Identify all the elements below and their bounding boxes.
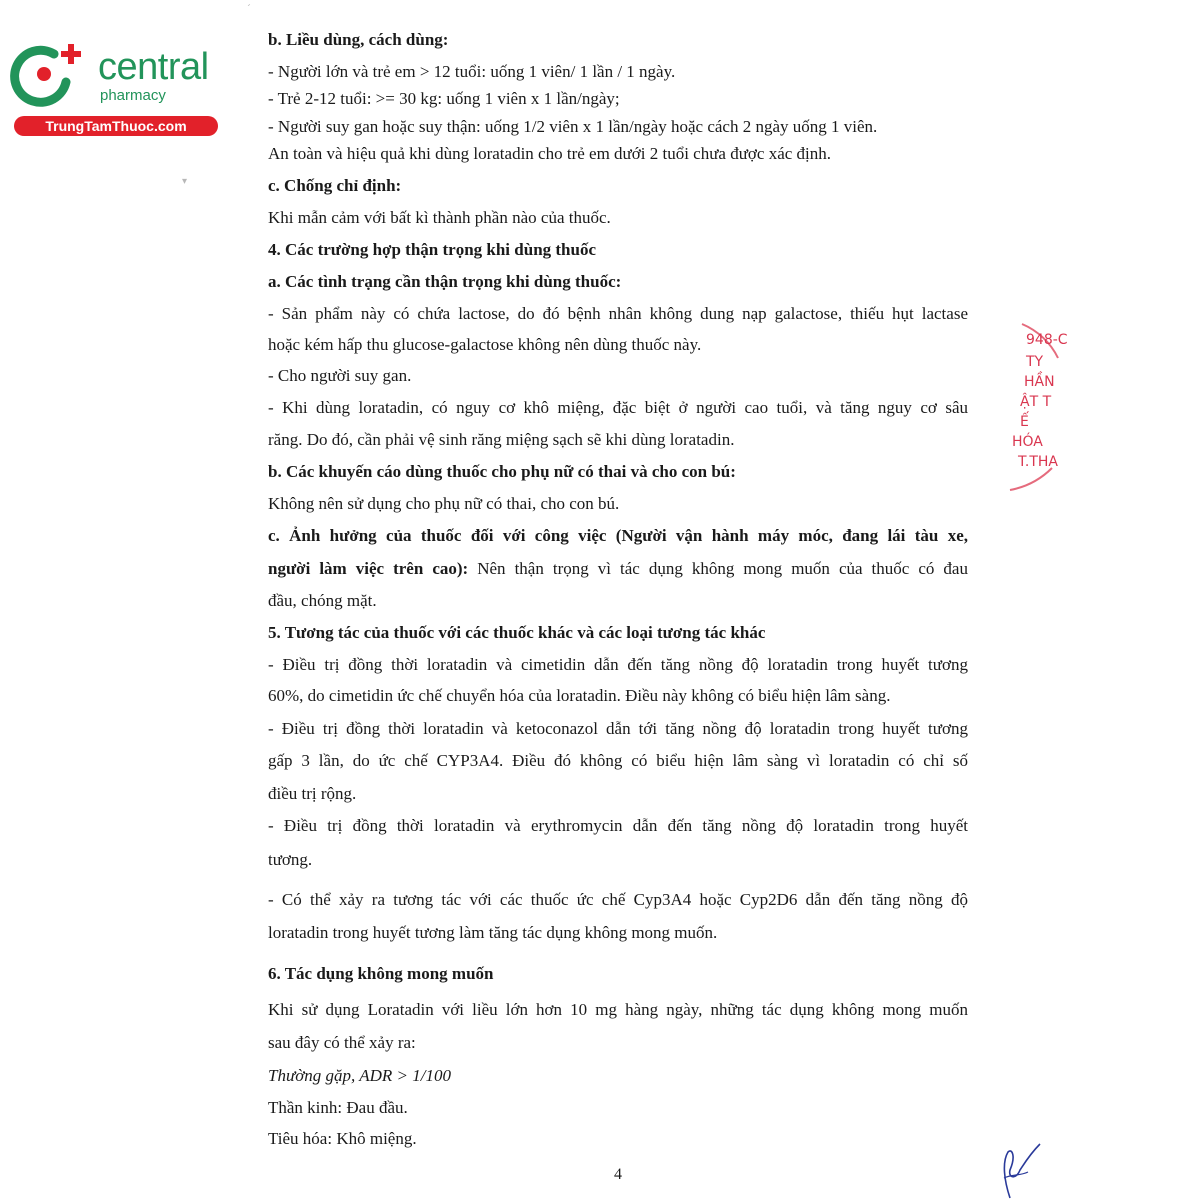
- document-line: [268, 1033, 968, 1053]
- document-line-text: An toàn và hiệu quả khi dùng loratadin cho trẻ em dưới 2 tuổi chưa được xác định.: [268, 144, 832, 163]
- document-line: [268, 62, 968, 82]
- document-line: [268, 240, 968, 260]
- document-line: [268, 923, 968, 943]
- document-line-text: loratadin trong huyết tương làm tăng tác dụng không mong muốn.: [268, 923, 718, 942]
- document-line: [268, 176, 968, 196]
- company-stamp: [1000, 318, 1080, 498]
- document-line-text: Thường gặp, ADR > 1/100: [268, 1066, 451, 1085]
- document-line-text: điều trị rộng.: [268, 784, 357, 803]
- brand-subtitle: pharmacy: [100, 87, 166, 104]
- stamp-text: 948-C: [1026, 332, 1068, 348]
- document-line: [268, 144, 968, 164]
- document-line: [268, 272, 968, 292]
- document-line: [268, 366, 968, 386]
- document-line-text: Tiêu hóa: Khô miệng.: [268, 1129, 417, 1148]
- document-line: [268, 1129, 968, 1149]
- document-line-text: Khi sử dụng Loratadin với liều lớn hơn 10 mg hàng ngày, những tác dụng không mong muốn: [268, 1000, 968, 1019]
- document-line-text: - Có thể xảy ra tương tác với các thuốc ức chế Cyp3A4 hoặc Cyp2D6 dẫn đến tăng nồng độ: [268, 890, 968, 909]
- document-line-text: - Người suy gan hoặc suy thận: uống 1/2 viên x 1 lần/ngày hoặc cách 2 ngày uống 1 viên.: [268, 117, 878, 136]
- document-line-text: - Khi dùng loratadin, có nguy cơ khô miệng, đặc biệt ở người cao tuổi, và tăng nguy cơ sâu: [268, 398, 968, 417]
- document-line: [268, 1098, 968, 1118]
- document-line: [268, 117, 968, 137]
- document-line: [268, 591, 968, 611]
- signature: [990, 1140, 1060, 1200]
- document-line-text: - Cho người suy gan.: [268, 366, 412, 385]
- scan-speck: ▾: [182, 176, 188, 187]
- document-line: [268, 304, 968, 324]
- document-line-text: 5. Tương tác của thuốc với các thuốc khác và các loại tương tác khác: [268, 623, 766, 642]
- document-line-text: c. Chống chỉ định:: [268, 176, 402, 195]
- document-line-text: - Điều trị đồng thời loratadin và erythromycin dẫn đến tăng nồng độ loratadin trong huyết: [268, 816, 968, 835]
- document-line-text: b. Liều dùng, cách dùng:: [268, 30, 449, 49]
- stamp-text: T.THA: [1018, 454, 1058, 470]
- document-line-rest: Nên thận trọng vì tác dụng không mong muốn của thuốc có đau: [468, 559, 968, 578]
- document-line: [268, 494, 968, 514]
- document-line: [268, 462, 968, 482]
- document-line: [268, 623, 968, 643]
- document-line-text: Khi mẫn cảm với bất kì thành phần nào của thuốc.: [268, 208, 611, 227]
- stamp-text: TY: [1026, 354, 1044, 370]
- stamp-text: HẦN: [1024, 374, 1055, 390]
- document-line: [268, 964, 968, 984]
- document-line: [268, 398, 968, 418]
- document-line: [268, 335, 968, 355]
- document-line: [268, 208, 968, 228]
- document-line-text: hoặc kém hấp thu glucose-galactose không nên dùng thuốc này.: [268, 335, 702, 354]
- brand-name: central: [98, 46, 209, 88]
- document-line-text: - Sản phẩm này có chứa lactose, do đó bệnh nhân không dung nạp galactose, thiếu hụt lactase: [268, 304, 968, 323]
- document-line-text: đầu, chóng mặt.: [268, 591, 377, 610]
- document-line: [268, 1066, 968, 1086]
- document-line: [268, 655, 968, 675]
- document-line-text: 4. Các trường hợp thận trọng khi dùng thuốc: [268, 240, 597, 259]
- document-line-text: 60%, do cimetidin ức chế chuyển hóa của loratadin. Điều này không có biểu hiện lâm sàng.: [268, 686, 891, 705]
- document-line: [268, 30, 968, 50]
- document-line-text: gấp 3 lần, do ức chế CYP3A4. Điều đó không có biểu hiện lâm sàng vì loratadin có chỉ số: [268, 751, 968, 770]
- central-pharmacy-logo-icon: [10, 38, 84, 108]
- document-line-text: - Người lớn và trẻ em > 12 tuổi: uống 1 viên/ 1 lần / 1 ngày.: [268, 62, 676, 81]
- document-line-text: c. Ảnh hưởng của thuốc đối với công việc (Người vận hành máy móc, đang lái tàu xe,: [268, 526, 968, 545]
- stamp-text: Ế: [1020, 414, 1029, 430]
- document-line-text: Không nên sử dụng cho phụ nữ có thai, cho con bú.: [268, 494, 620, 513]
- document-line-text: 6. Tác dụng không mong muốn: [268, 964, 494, 983]
- document-line-text: Thần kinh: Đau đầu.: [268, 1098, 408, 1117]
- document-line-text: - Điều trị đồng thời loratadin và cimetidin dẫn đến tăng nồng độ loratadin trong huyết tương: [268, 655, 968, 674]
- document-line-text: răng. Do đó, cần phải vệ sinh răng miệng sạch sẽ khi dùng loratadin.: [268, 430, 735, 449]
- scan-speck: ´: [246, 4, 251, 15]
- document-line: [268, 686, 968, 706]
- document-line: [268, 89, 968, 109]
- brand-website[interactable]: TrungTamThuoc.com: [14, 116, 218, 136]
- document-line-text: a. Các tình trạng cần thận trọng khi dùng thuốc:: [268, 272, 622, 291]
- brand-logo: [10, 38, 215, 138]
- document-line: [268, 559, 968, 579]
- stamp-text: ẬT T: [1020, 394, 1052, 410]
- document-line-text: người làm việc trên cao):: [268, 559, 469, 578]
- document-line-text: b. Các khuyến cáo dùng thuốc cho phụ nữ có thai và cho con bú:: [268, 462, 736, 481]
- document-line-text: - Trẻ 2-12 tuổi: >= 30 kg: uống 1 viên x 1 lần/ngày;: [268, 89, 620, 108]
- document-line: [268, 751, 968, 771]
- stamp-text: HÓA: [1012, 434, 1043, 450]
- document-line: [268, 816, 968, 836]
- document-line: [268, 890, 968, 910]
- document-line: [268, 719, 968, 739]
- document-line-text: tương.: [268, 850, 313, 869]
- document-line: [268, 850, 968, 870]
- page-number: 4: [614, 1166, 622, 1183]
- document-line: [268, 526, 968, 546]
- document-line: [268, 430, 968, 450]
- document-line-text: - Điều trị đồng thời loratadin và ketoconazol dẫn tới tăng nồng độ loratadin trong huyết tương: [268, 719, 968, 738]
- document-line: [268, 784, 968, 804]
- document-line: [268, 1000, 968, 1020]
- document-line-text: sau đây có thể xảy ra:: [268, 1033, 416, 1052]
